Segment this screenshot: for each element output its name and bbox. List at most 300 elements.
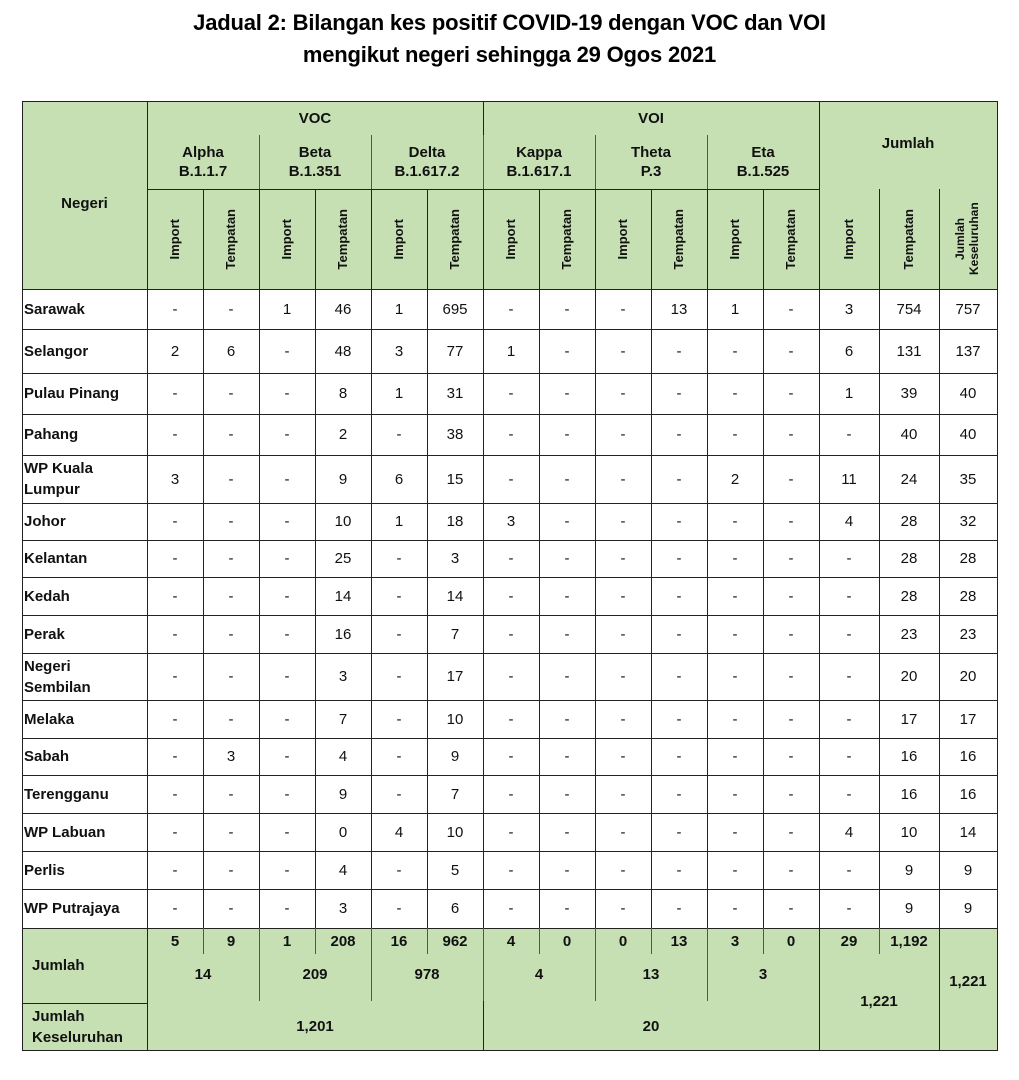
table-cell: -	[564, 550, 570, 567]
table-cell: 28	[900, 550, 918, 567]
table-cell: -	[508, 470, 514, 488]
table-cell: -	[620, 668, 626, 685]
footer-voi-total: 20	[642, 1018, 660, 1035]
table-cell: 6	[226, 342, 236, 360]
grid-line-vertical	[651, 189, 652, 929]
table-cell: -	[284, 668, 290, 685]
header-sub-jumlah-keseluruhan	[939, 189, 997, 289]
table-cell: -	[620, 625, 626, 643]
row-label-negeri: Sarawak	[24, 300, 85, 318]
table-cell: -	[172, 785, 178, 803]
grid-line-vertical	[371, 135, 372, 190]
grid-line-vertical	[819, 101, 820, 1051]
table-cell: 1	[282, 300, 292, 318]
table-cell: 3	[338, 900, 348, 917]
table-cell: -	[284, 710, 290, 728]
table-cell: 1	[394, 300, 404, 318]
table-cell: -	[396, 550, 402, 567]
footer-sub-total: 4	[506, 932, 516, 950]
grid-line-vertical	[427, 928, 428, 954]
table-cell: 10	[446, 710, 464, 728]
table-cell: 10	[446, 823, 464, 841]
header-sub-import	[483, 189, 539, 289]
grid-line-horizontal	[22, 889, 998, 890]
table-cell: -	[846, 625, 852, 643]
table-cell: -	[788, 550, 794, 567]
table-cell: -	[620, 426, 626, 443]
grid-line-vertical	[595, 135, 596, 190]
variant-name: Alpha	[182, 144, 224, 161]
table-cell: -	[396, 861, 402, 879]
table-cell: 24	[900, 470, 918, 488]
table-cell: -	[172, 625, 178, 643]
row-label-negeri: Sabah	[24, 748, 70, 765]
table-title-line-2: mengikut negeri sehingga 29 Ogos 2021	[302, 42, 717, 67]
table-cell: -	[732, 668, 738, 685]
table-cell: -	[396, 625, 402, 643]
table-cell: -	[676, 625, 682, 643]
footer-sub-total: 13	[670, 932, 688, 950]
row-label-negeri: Selangor	[24, 342, 89, 360]
table-cell: -	[564, 861, 570, 879]
table-cell: -	[620, 550, 626, 567]
table-cell: -	[676, 426, 682, 443]
footer-jumlah-label: Jumlah	[32, 957, 85, 974]
row-label-negeri: Melaka	[24, 710, 75, 728]
table-cell: -	[564, 625, 570, 643]
footer-variant-total: 978	[414, 965, 440, 983]
table-cell: -	[508, 550, 514, 567]
grid-line-vertical	[483, 101, 484, 1051]
table-cell: -	[396, 710, 402, 728]
table-cell: -	[620, 785, 626, 803]
table-cell: 14	[959, 823, 977, 841]
grid-line-vertical	[203, 189, 204, 929]
table-cell: -	[508, 625, 514, 643]
grid-line-horizontal	[22, 101, 998, 102]
variant-name: Eta	[751, 144, 775, 161]
grid-line-vertical	[315, 928, 316, 954]
table-cell: -	[732, 785, 738, 803]
grid-line-horizontal	[22, 928, 998, 929]
table-cell: 1	[394, 513, 404, 530]
footer-sub-total: 5	[170, 932, 180, 950]
grid-line-vertical	[483, 928, 484, 1001]
header-variant-theta	[595, 135, 707, 189]
table-cell: 3	[506, 513, 516, 530]
grid-line-horizontal	[22, 329, 998, 330]
table-cell: 23	[900, 625, 918, 643]
grid-line-vertical	[147, 101, 148, 1051]
table-cell: -	[228, 426, 234, 443]
table-cell: 2	[730, 470, 740, 488]
footer-sub-total: 29	[840, 932, 858, 950]
table-cell: 9	[450, 748, 460, 765]
table-cell: -	[172, 823, 178, 841]
sub-header-label: Import	[391, 218, 406, 260]
header-sub-tempatan	[539, 189, 595, 289]
table-cell: 11	[841, 470, 857, 488]
table-cell: 1	[506, 342, 516, 360]
sub-header-label: Import	[727, 218, 742, 260]
variant-name: Beta	[298, 144, 332, 161]
grid-line-vertical	[997, 101, 998, 1051]
table-cell: -	[564, 513, 570, 530]
table-cell: 4	[394, 823, 404, 841]
footer-sub-total: 0	[618, 932, 628, 950]
table-cell: 10	[900, 823, 918, 841]
header-sub-import	[707, 189, 763, 289]
table-cell: -	[620, 861, 626, 879]
table-cell: -	[172, 513, 178, 530]
row-label-negeri: WP Labuan	[24, 823, 106, 841]
table-cell: -	[172, 300, 178, 318]
row-label-negeri: Negeri Sembilan	[24, 657, 91, 696]
table-cell: 137	[955, 342, 981, 360]
table-cell: 9	[963, 900, 973, 917]
table-cell: 7	[450, 625, 460, 643]
row-label-negeri: WP Putrajaya	[24, 900, 120, 917]
table-cell: -	[228, 513, 234, 530]
table-title-line-1: Jadual 2: Bilangan kes positif COVID-19 dengan VOC dan VOI	[193, 10, 826, 35]
table-cell: -	[788, 625, 794, 643]
table-cell: -	[508, 668, 514, 685]
table-cell: 757	[955, 300, 981, 318]
table-cell: -	[732, 587, 738, 605]
table-cell: -	[172, 426, 178, 443]
table-cell: 3	[338, 668, 348, 685]
header-sub-import	[819, 189, 879, 289]
table-cell: 0	[338, 823, 348, 841]
variant-lineage: B.1.617.1	[506, 163, 572, 180]
table-cell: -	[396, 426, 402, 443]
header-sub-tempatan	[315, 189, 371, 289]
footer-variant-total: 209	[302, 965, 328, 983]
table-cell: 3	[450, 550, 460, 567]
table-cell: -	[228, 668, 234, 685]
table-cell: -	[620, 513, 626, 530]
table-cell: 14	[446, 587, 464, 605]
grid-line-vertical	[483, 135, 484, 190]
table-cell: 4	[844, 513, 854, 530]
header-voc: VOC	[298, 109, 332, 127]
table-cell: -	[284, 587, 290, 605]
table-cell: 17	[900, 710, 918, 728]
table-cell: 40	[959, 426, 977, 443]
table-cell: -	[172, 900, 178, 917]
table-cell: -	[564, 748, 570, 765]
footer-sub-total: 1,192	[890, 932, 928, 950]
table-cell: -	[676, 587, 682, 605]
grid-line-horizontal	[22, 540, 998, 541]
table-cell: 3	[170, 470, 180, 488]
table-cell: -	[676, 823, 682, 841]
table-cell: -	[228, 550, 234, 567]
table-cell: -	[508, 587, 514, 605]
grid-line-vertical	[203, 928, 204, 954]
table-cell: 2	[170, 342, 180, 360]
grid-line-horizontal	[22, 455, 998, 456]
table-cell: 16	[900, 785, 918, 803]
table-cell: 8	[338, 385, 348, 402]
table-cell: -	[284, 470, 290, 488]
grid-line-horizontal	[22, 503, 998, 504]
table-cell: 754	[896, 300, 922, 318]
grid-line-vertical	[707, 189, 708, 929]
header-variant-beta	[259, 135, 371, 189]
table-cell: 17	[959, 710, 977, 728]
table-cell: 23	[959, 625, 977, 643]
header-sub-import	[259, 189, 315, 289]
grid-line-vertical	[371, 189, 372, 929]
header-negeri: Negeri	[61, 195, 108, 212]
table-cell: -	[676, 785, 682, 803]
table-cell: -	[788, 748, 794, 765]
grid-line-horizontal	[22, 1003, 148, 1004]
grid-line-horizontal	[147, 189, 820, 190]
table-cell: -	[620, 470, 626, 488]
table-cell: 10	[334, 513, 352, 530]
variant-name: Theta	[630, 144, 671, 161]
grid-line-horizontal	[22, 653, 998, 654]
header-sub-tempatan	[427, 189, 483, 289]
table-cell: -	[508, 861, 514, 879]
footer-voc-total: 1,201	[296, 1018, 334, 1035]
table-cell: -	[788, 513, 794, 530]
table-cell: 18	[446, 513, 464, 530]
table-cell: -	[284, 785, 290, 803]
table-cell: -	[228, 587, 234, 605]
table-cell: -	[508, 900, 514, 917]
sub-header-label: Tempatan	[783, 208, 798, 270]
table-cell: -	[172, 385, 178, 402]
footer-sub-total: 208	[330, 932, 356, 950]
grid-line-vertical	[595, 928, 596, 1001]
table-cell: -	[676, 861, 682, 879]
table-cell: 40	[959, 385, 977, 402]
grid-line-vertical	[315, 189, 316, 929]
table-cell: -	[732, 426, 738, 443]
table-cell: -	[732, 900, 738, 917]
table-cell: 6	[450, 900, 460, 917]
grid-line-horizontal	[22, 1050, 998, 1051]
table-cell: 35	[959, 470, 977, 488]
table-cell: 1	[394, 385, 404, 402]
table-cell: -	[564, 710, 570, 728]
table-cell: 2	[338, 426, 348, 443]
table-cell: -	[788, 900, 794, 917]
row-label-negeri: Perak	[24, 625, 65, 643]
sub-header-label: Tempatan	[901, 208, 916, 270]
table-cell: -	[846, 710, 852, 728]
table-cell: -	[676, 668, 682, 685]
row-label-negeri: Johor	[24, 513, 66, 530]
grid-line-vertical	[371, 928, 372, 1001]
table-cell: -	[228, 861, 234, 879]
header-variant-alpha	[147, 135, 259, 189]
table-cell: -	[172, 861, 178, 879]
grid-line-vertical	[427, 189, 428, 929]
table-cell: 20	[900, 668, 918, 685]
header-variant-kappa	[483, 135, 595, 189]
table-cell: -	[564, 470, 570, 488]
table-cell: -	[620, 710, 626, 728]
table-cell: -	[788, 300, 794, 318]
table-cell: -	[676, 513, 682, 530]
table-cell: 14	[334, 587, 352, 605]
table-cell: -	[732, 823, 738, 841]
table-cell: -	[228, 785, 234, 803]
grid-line-vertical	[939, 928, 940, 1051]
table-cell: -	[564, 342, 570, 360]
table-cell: -	[228, 625, 234, 643]
table-cell: -	[676, 900, 682, 917]
table-cell: 16	[959, 748, 977, 765]
table-cell: -	[228, 823, 234, 841]
header-sub-tempatan	[763, 189, 819, 289]
sub-header-label: Import	[503, 218, 518, 260]
table-cell: 40	[900, 426, 918, 443]
footer-sub-total: 962	[442, 932, 468, 950]
table-cell: 28	[900, 513, 918, 530]
table-cell: -	[788, 861, 794, 879]
grid-line-vertical	[939, 189, 940, 929]
sub-header-label: Import	[279, 218, 294, 260]
table-cell: -	[564, 785, 570, 803]
row-label-negeri: Kelantan	[24, 550, 88, 567]
header-sub-tempatan	[651, 189, 707, 289]
variant-lineage: B.1.617.2	[394, 163, 460, 180]
grid-line-horizontal	[22, 289, 998, 290]
grid-line-horizontal	[22, 577, 998, 578]
row-label-negeri: Kedah	[24, 587, 70, 605]
variant-name: Kappa	[516, 144, 562, 161]
table-cell: -	[846, 587, 852, 605]
sub-header-label: Tempatan	[223, 208, 238, 270]
grid-line-horizontal	[22, 700, 998, 701]
table-cell: -	[284, 550, 290, 567]
row-label-negeri: Terengganu	[24, 785, 109, 803]
table-cell: -	[228, 710, 234, 728]
table-cell: 38	[446, 426, 464, 443]
table-cell: 6	[844, 342, 854, 360]
table-cell: -	[396, 668, 402, 685]
grid-line-vertical	[259, 928, 260, 1001]
footer-sub-total: 0	[562, 932, 572, 950]
table-cell: -	[676, 470, 682, 488]
table-cell: -	[284, 342, 290, 360]
table-cell: -	[508, 710, 514, 728]
table-cell: -	[676, 748, 682, 765]
table-cell: 9	[338, 470, 348, 488]
table-cell: -	[620, 900, 626, 917]
grid-line-vertical	[707, 928, 708, 1001]
table-cell: 17	[446, 668, 464, 685]
table-cell: -	[620, 587, 626, 605]
sub-header-label: Jumlah Keseluruhan	[953, 202, 981, 276]
table-cell: 4	[844, 823, 854, 841]
table-cell: -	[508, 785, 514, 803]
grid-line-horizontal	[22, 813, 998, 814]
table-cell: -	[676, 710, 682, 728]
sub-header-label: Import	[841, 218, 856, 260]
table-cell: -	[172, 668, 178, 685]
grid-line-vertical	[539, 928, 540, 954]
table-cell: 3	[844, 300, 854, 318]
table-cell: -	[564, 587, 570, 605]
footer-overall-total: 1,221	[949, 973, 987, 990]
grid-line-vertical	[595, 189, 596, 929]
table-cell: -	[732, 710, 738, 728]
table-cell: -	[676, 550, 682, 567]
table-cell: 28	[959, 550, 977, 567]
table-cell: -	[284, 385, 290, 402]
table-cell: -	[508, 823, 514, 841]
footer-keseluruhan-label: Jumlah Keseluruhan	[32, 1007, 123, 1046]
table-cell: -	[788, 587, 794, 605]
footer-sub-total: 0	[786, 932, 796, 950]
table-cell: -	[284, 823, 290, 841]
table-cell: -	[788, 342, 794, 360]
sub-header-label: Tempatan	[559, 208, 574, 270]
table-cell: -	[284, 748, 290, 765]
variant-lineage: B.1.1.7	[178, 163, 228, 180]
table-cell: -	[732, 385, 738, 402]
grid-line-horizontal	[22, 775, 998, 776]
header-sub-import	[595, 189, 651, 289]
header-sub-tempatan	[203, 189, 259, 289]
footer-variant-total: 3	[758, 965, 768, 983]
grid-line-horizontal	[22, 851, 998, 852]
table-cell: -	[620, 748, 626, 765]
table-cell: -	[228, 300, 234, 318]
table-cell: -	[172, 550, 178, 567]
table-cell: -	[284, 625, 290, 643]
table-cell: 13	[670, 300, 688, 318]
table-cell: 131	[896, 342, 922, 360]
footer-sub-total: 1	[282, 932, 292, 950]
table-cell: -	[788, 426, 794, 443]
table-cell: 77	[446, 342, 464, 360]
grid-line-vertical	[651, 928, 652, 954]
table-cell: -	[564, 900, 570, 917]
table-cell: 3	[226, 748, 236, 765]
sub-header-label: Tempatan	[671, 208, 686, 270]
table-cell: -	[228, 470, 234, 488]
row-label-negeri: WP Kuala Lumpur	[24, 460, 93, 498]
table-cell: 9	[904, 861, 914, 879]
table-cell: -	[846, 426, 852, 443]
table-cell: -	[172, 748, 178, 765]
footer-sub-total: 9	[226, 932, 236, 950]
table-cell: 32	[959, 513, 977, 530]
header-variant-eta	[707, 135, 819, 189]
table-cell: -	[788, 668, 794, 685]
table-cell: 4	[338, 748, 348, 765]
header-sub-tempatan	[879, 189, 939, 289]
footer-variant-total: 13	[642, 965, 660, 983]
table-cell: 48	[334, 342, 352, 360]
table-cell: -	[732, 861, 738, 879]
table-cell: -	[172, 710, 178, 728]
table-cell: -	[396, 785, 402, 803]
table-cell: 15	[446, 470, 464, 488]
footer-jumlah-total: 1,221	[860, 993, 898, 1010]
table-cell: -	[732, 550, 738, 567]
table-cell: 7	[338, 710, 348, 728]
table-cell: 46	[334, 300, 352, 318]
sub-header-label: Import	[167, 218, 182, 260]
